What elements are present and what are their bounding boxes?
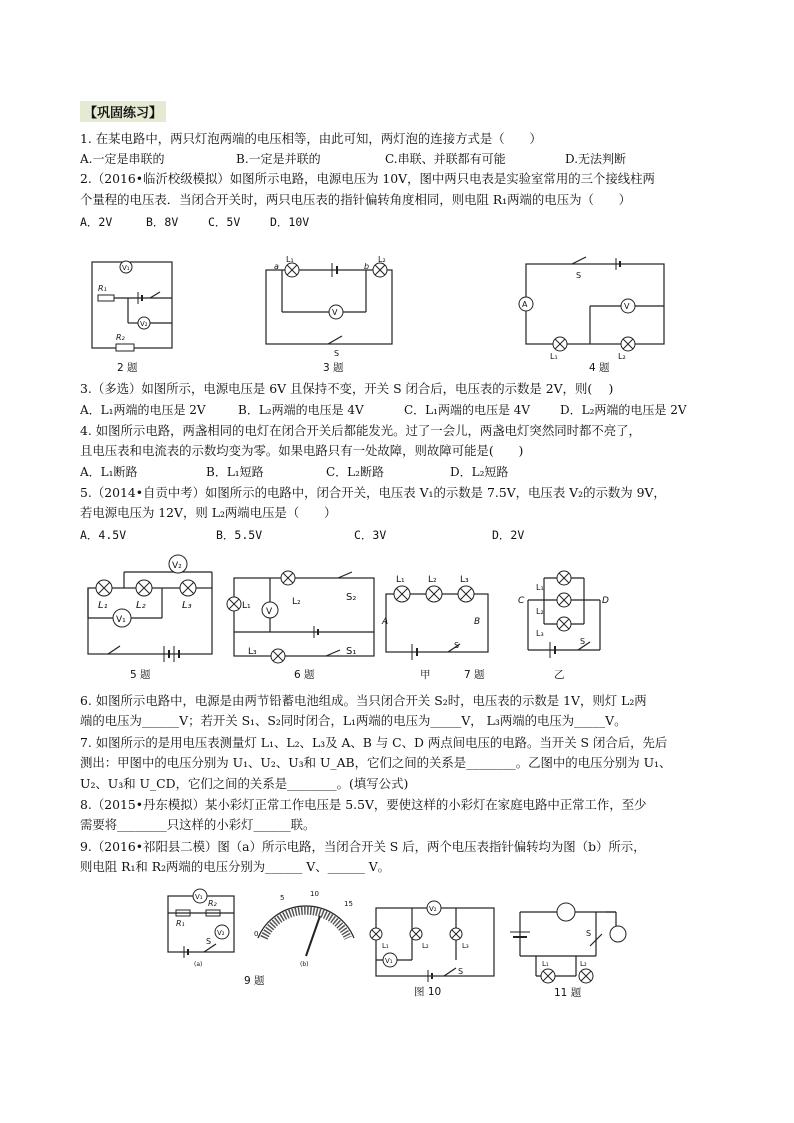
figure-q9b-voltmeter-dial <box>250 886 362 966</box>
q9-line1: 9.（2016•祁阳县二模）图（a）所示电路，当闭合开关 S 后，两个电压表指针偏转均为图（b）所示， <box>80 839 646 854</box>
q7-line3: U₂、U₃和 U_CD，它们之间的关系是________。(填写公式) <box>80 776 409 791</box>
svg-text:L₂: L₂ <box>378 255 386 264</box>
caption-q6: 6 题 <box>294 669 315 681</box>
q8-line1: 8.（2015•丹东模拟）某小彩灯正常工作电压是 5.5V，要使这样的小彩灯在家庭电路中正常工作，至少 <box>80 797 647 812</box>
q7-line2: 测出：甲图中的电压分别为 U₁、U₂、U₃和 U_AB，它们之间的关系是________。乙图中的电压分别为 U₁、 <box>80 755 672 770</box>
q6-line1: 6. 如图所示电路中，电源是由两节铅蓄电池组成。当只闭合开关 S₂时，电压表的示数是 1V，则灯 L₂两 <box>80 693 647 708</box>
q8-line2: 需要将________只这样的小彩灯______联。 <box>80 817 316 832</box>
svg-text:L₂: L₂ <box>292 597 301 607</box>
svg-text:V: V <box>624 302 630 311</box>
q2-line2: 个量程的电压表．当闭合开关时，两只电压表的指针偏转角度相同，则电阻 R₁两端的电压为（ ） <box>80 192 632 207</box>
caption-q7-yi: 乙 <box>554 669 565 681</box>
figure-q3-circuit <box>262 256 402 356</box>
q1-option-b: B.一定是并联的 <box>236 152 321 166</box>
svg-text:L₂: L₂ <box>618 352 626 361</box>
svg-text:V₂: V₂ <box>429 905 437 913</box>
caption-q2: 2 题 <box>117 362 138 374</box>
figure-q10-circuit <box>372 904 498 984</box>
q2-option-b: B．8V <box>146 215 179 229</box>
q1-option-a: A.一定是串联的 <box>80 152 165 166</box>
q5-option-d: D．2V <box>492 528 525 542</box>
figure-q2-circuit <box>88 258 178 358</box>
q3-option-b: B．L₂两端的电压是 4V <box>238 403 364 417</box>
q4-option-b: B．L₁短路 <box>206 465 264 479</box>
svg-text:V₁: V₁ <box>122 264 130 272</box>
caption-q7: 7 题 <box>464 669 485 681</box>
q1-option-d: D.无法判断 <box>565 152 627 166</box>
q3-option-c: C．L₁两端的电压是 4V <box>404 403 531 417</box>
q2-option-a: A．2V <box>80 215 113 229</box>
caption-q4: 4 题 <box>589 362 610 374</box>
q5-option-b: B．5.5V <box>216 528 263 542</box>
figure-q4-circuit <box>520 256 670 361</box>
svg-text:15: 15 <box>344 900 353 908</box>
caption-q5: 5 题 <box>130 669 151 681</box>
svg-text:5: 5 <box>280 894 285 902</box>
q5-option-a: A．4.5V <box>80 528 127 542</box>
svg-text:V₂: V₂ <box>140 320 148 328</box>
svg-text:0: 0 <box>254 930 259 938</box>
q6-line2: 端的电压为______V；若开关 S₁、S₂同时闭合，L₁两端的电压为_____V， L₃两端的电压为_____V。 <box>80 713 627 728</box>
q1-option-c: C.串联、并联都有可能 <box>385 152 506 166</box>
svg-text:S: S <box>334 349 340 358</box>
svg-text:L₁: L₁ <box>396 575 405 585</box>
q4-option-c: C．L₂断路 <box>326 465 384 479</box>
q4-option-d: D．L₂短路 <box>450 465 509 479</box>
caption-q3: 3 题 <box>323 362 344 374</box>
svg-text:L₁: L₁ <box>536 583 544 592</box>
svg-text:L₃: L₃ <box>462 942 469 950</box>
svg-text:L₁: L₁ <box>382 942 389 950</box>
svg-text:S: S <box>454 641 460 650</box>
q1-text: 1. 在某电路中，两只灯泡两端的电压相等，由此可知，两灯泡的连接方式是（ ） <box>80 131 542 146</box>
svg-text:S: S <box>576 271 582 280</box>
svg-text:A: A <box>522 300 528 309</box>
svg-text:R₁: R₁ <box>98 284 107 293</box>
svg-text:S₁: S₁ <box>346 646 357 657</box>
svg-text:b: b <box>364 262 370 271</box>
svg-text:R₂: R₂ <box>208 899 217 908</box>
svg-text:L₁: L₁ <box>242 601 251 611</box>
figure-q9a-circuit <box>164 886 240 966</box>
q5-line2: 若电源电压为 12V，则 L₂两端电压是（ ） <box>80 505 337 520</box>
q2-line1: 2.（2016•临沂校级模拟）如图所示电路，电源电压为 10V，图中两只电表是实验室常用的三个接线柱两 <box>80 171 655 186</box>
svg-text:L₁: L₁ <box>550 352 558 361</box>
svg-text:B: B <box>474 617 481 627</box>
svg-text:L₁: L₁ <box>98 600 108 611</box>
figure-q7-circuit-b <box>514 570 614 660</box>
svg-text:A: A <box>382 617 389 627</box>
svg-text:V₂: V₂ <box>217 929 225 937</box>
svg-text:a: a <box>274 262 279 271</box>
svg-text:L₃: L₃ <box>536 629 544 638</box>
q4-line1: 4. 如图所示电路，两盏相同的电灯在闭合开关后都能发光。过了一会儿，两盏电灯突然同时都不亮了， <box>80 423 641 438</box>
figure-q6-circuit <box>230 570 380 660</box>
q3-option-d: D．L₂两端的电压是 2V <box>560 403 687 417</box>
svg-text:V₁: V₁ <box>195 893 203 901</box>
section-title: 【巩固练习】 <box>80 101 166 122</box>
svg-text:V: V <box>266 607 273 617</box>
q5-option-c: C．3V <box>354 528 387 542</box>
svg-text:S: S <box>580 637 586 646</box>
figure-q11-circuit <box>506 906 632 984</box>
q7-line1: 7. 如图所示的是用电压表测量灯 L₁、L₂、L₃及 A、B 与 C、D 两点间电压的电路。当开关 S 闭合后，先后 <box>80 735 668 750</box>
svg-text:C: C <box>518 596 525 606</box>
svg-text:V: V <box>332 308 338 317</box>
svg-text:V₁: V₁ <box>116 615 126 625</box>
q3-text: 3.（多选）如图所示，电源电压是 6V 且保持不变，开关 S 闭合后，电压表的示数是 2V，则( ) <box>80 381 614 396</box>
svg-text:L₂: L₂ <box>422 942 429 950</box>
svg-text:S: S <box>458 967 464 976</box>
q9-sub-b-label: (b) <box>300 961 309 968</box>
svg-text:L₂: L₂ <box>428 575 437 585</box>
svg-text:R₁: R₁ <box>176 919 185 928</box>
q2-option-c: C．5V <box>208 215 241 229</box>
caption-q7-jia: 甲 <box>420 669 431 681</box>
svg-text:V₂: V₂ <box>172 561 182 571</box>
svg-text:D: D <box>602 596 609 606</box>
caption-q9: 9 题 <box>244 975 265 987</box>
svg-text:S: S <box>586 929 592 938</box>
svg-text:L₃: L₃ <box>248 647 257 657</box>
caption-q10: 图 10 <box>414 986 442 998</box>
svg-text:L₂: L₂ <box>580 960 587 968</box>
q9-sub-a-label: (a) <box>194 961 203 968</box>
figure-q7-circuit-a <box>382 574 492 658</box>
svg-text:S₂: S₂ <box>346 592 357 603</box>
svg-text:L₂: L₂ <box>136 600 146 611</box>
svg-text:L₃: L₃ <box>182 600 192 611</box>
q5-line1: 5.（2014•自贡中考）如图所示的电路中，闭合开关，电压表 V₁的示数是 7.5V，电压表 V₂的示数为 9V， <box>80 485 666 500</box>
svg-text:R₂: R₂ <box>116 333 125 342</box>
q4-line2: 且电压表和电流表的示数均变为零。如果电路只有一处故障，则故障可能是( ) <box>80 443 524 458</box>
svg-text:L₁: L₁ <box>286 255 294 264</box>
svg-text:L₂: L₂ <box>536 607 544 616</box>
svg-text:L₁: L₁ <box>542 960 549 968</box>
svg-text:10: 10 <box>310 890 319 898</box>
q9-line2: 则电阻 R₁和 R₂两端的电压分别为______ V、______ V。 <box>80 859 391 874</box>
figure-q5-circuit <box>86 556 216 660</box>
q2-option-d: D．10V <box>270 215 310 229</box>
q4-option-a: A．L₁断路 <box>80 465 138 479</box>
caption-q11: 11 题 <box>554 987 582 999</box>
q3-option-a: A．L₁两端的电压是 2V <box>80 403 206 417</box>
svg-text:S: S <box>206 937 212 946</box>
svg-text:L₃: L₃ <box>460 575 469 585</box>
svg-text:V₁: V₁ <box>385 957 393 965</box>
